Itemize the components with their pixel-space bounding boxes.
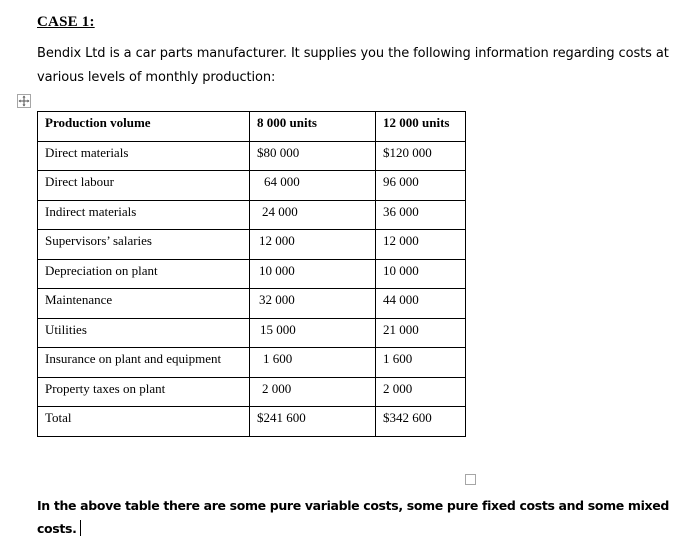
header-production-volume: Production volume	[38, 112, 250, 142]
table-row	[38, 289, 466, 319]
cost-8000: 64 000	[250, 171, 376, 201]
cost-label: Property taxes on plant	[38, 377, 250, 407]
table-move-handle[interactable]	[17, 94, 31, 108]
move-arrows-icon	[18, 95, 30, 107]
cost-8000: 24 000	[250, 200, 376, 230]
cost-12000: 2 000	[376, 377, 466, 407]
cost-8000: 2 000	[250, 377, 376, 407]
table-resize-handle[interactable]	[465, 474, 476, 485]
table-header-row	[38, 112, 466, 142]
cost-12000: $342 600	[376, 407, 466, 437]
case-heading: CASE 1:	[37, 14, 95, 30]
table-row	[38, 377, 466, 407]
cost-label: Direct labour	[38, 171, 250, 201]
cost-label: Direct materials	[38, 141, 250, 171]
cost-12000: 36 000	[376, 200, 466, 230]
cost-12000: 96 000	[376, 171, 466, 201]
cost-8000: 12 000	[250, 230, 376, 260]
cost-12000: $120 000	[376, 141, 466, 171]
cost-12000: 10 000	[376, 259, 466, 289]
cost-8000: 1 600	[250, 348, 376, 378]
cost-label: Insurance on plant and equipment	[38, 348, 250, 378]
cost-8000: 15 000	[250, 318, 376, 348]
cost-label: Utilities	[38, 318, 250, 348]
cost-8000: 32 000	[250, 289, 376, 319]
text-cursor	[80, 520, 81, 536]
closing-text: In the above table there are some pure variable costs, some pure fixed costs and some mixed costs.	[37, 498, 669, 536]
header-12000-units: 12 000 units	[376, 112, 466, 142]
cost-12000: 1 600	[376, 348, 466, 378]
table-row	[38, 318, 466, 348]
table-row-total	[38, 407, 466, 437]
cost-table	[37, 111, 466, 437]
table-row	[38, 171, 466, 201]
table-row	[38, 141, 466, 171]
table-row	[38, 348, 466, 378]
cost-12000: 44 000	[376, 289, 466, 319]
cost-label: Supervisors’ salaries	[38, 230, 250, 260]
table-row	[38, 200, 466, 230]
cost-8000: $241 600	[250, 407, 376, 437]
cost-8000: 10 000	[250, 259, 376, 289]
intro-paragraph: Bendix Ltd is a car parts manufacturer. It supplies you the following information regarding costs at various levels of monthly production:	[37, 46, 669, 85]
cost-12000: 21 000	[376, 318, 466, 348]
header-8000-units: 8 000 units	[250, 112, 376, 142]
cost-8000: $80 000	[250, 141, 376, 171]
cost-label: Maintenance	[38, 289, 250, 319]
cost-label: Depreciation on plant	[38, 259, 250, 289]
cost-12000: 12 000	[376, 230, 466, 260]
table-row	[38, 259, 466, 289]
closing-paragraph	[37, 494, 677, 540]
cost-label: Indirect materials	[38, 200, 250, 230]
table-row	[38, 230, 466, 260]
cost-label: Total	[38, 407, 250, 437]
